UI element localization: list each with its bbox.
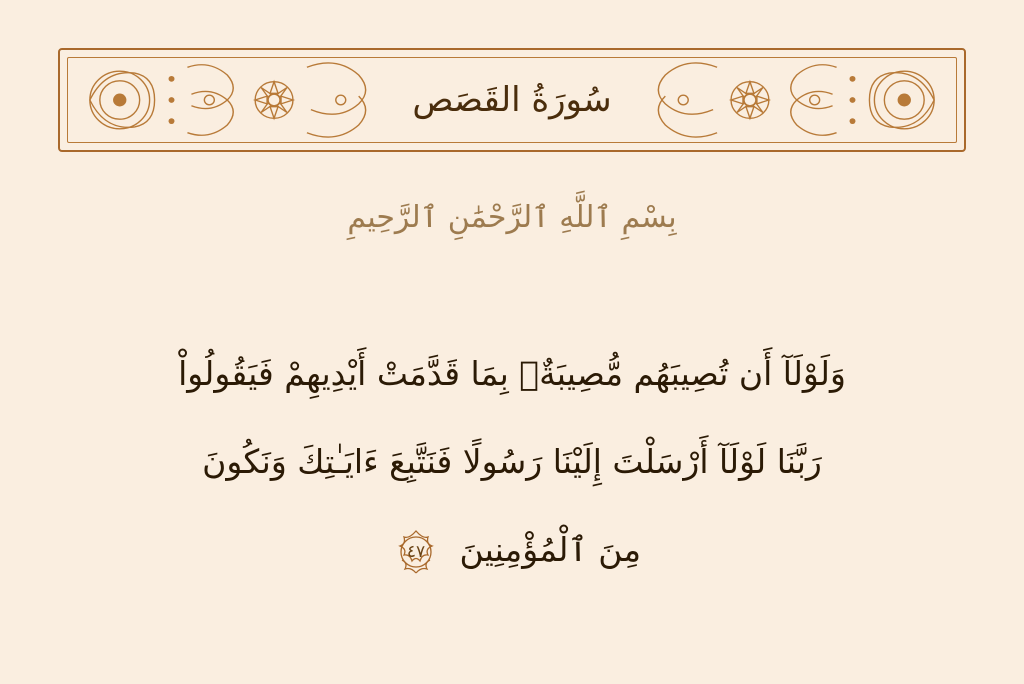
- basmala-text: بِسْمِ ٱللَّهِ ٱلرَّحْمَٰنِ ٱلرَّحِيمِ: [347, 200, 677, 235]
- ayah-line-1: وَلَوْلَآ أَن تُصِيبَهُم مُّصِيبَةٌۢ بِمَا قَدَّمَتْ أَيْدِيهِمْ فَيَقُولُواْ: [178, 354, 846, 393]
- ayah-text-block: [40, 330, 984, 594]
- ayah-number: ٤٧: [406, 541, 426, 562]
- surah-title: سُورَةُ القَصَص: [412, 80, 612, 120]
- ayah-end-rosette-icon: [389, 525, 443, 579]
- ayah-line-3-text: مِنَ ٱلْمُؤْمِنِينَ: [459, 530, 642, 569]
- ayah-line-3: [40, 506, 984, 594]
- ayah-line-2: رَبَّنَا لَوْلَآ أَرْسَلْتَ إِلَيْنَا رَسُولًا فَنَتَّبِعَ ءَايَـٰتِكَ وَنَكُونَ: [202, 442, 822, 481]
- surah-header-frame: [58, 48, 966, 152]
